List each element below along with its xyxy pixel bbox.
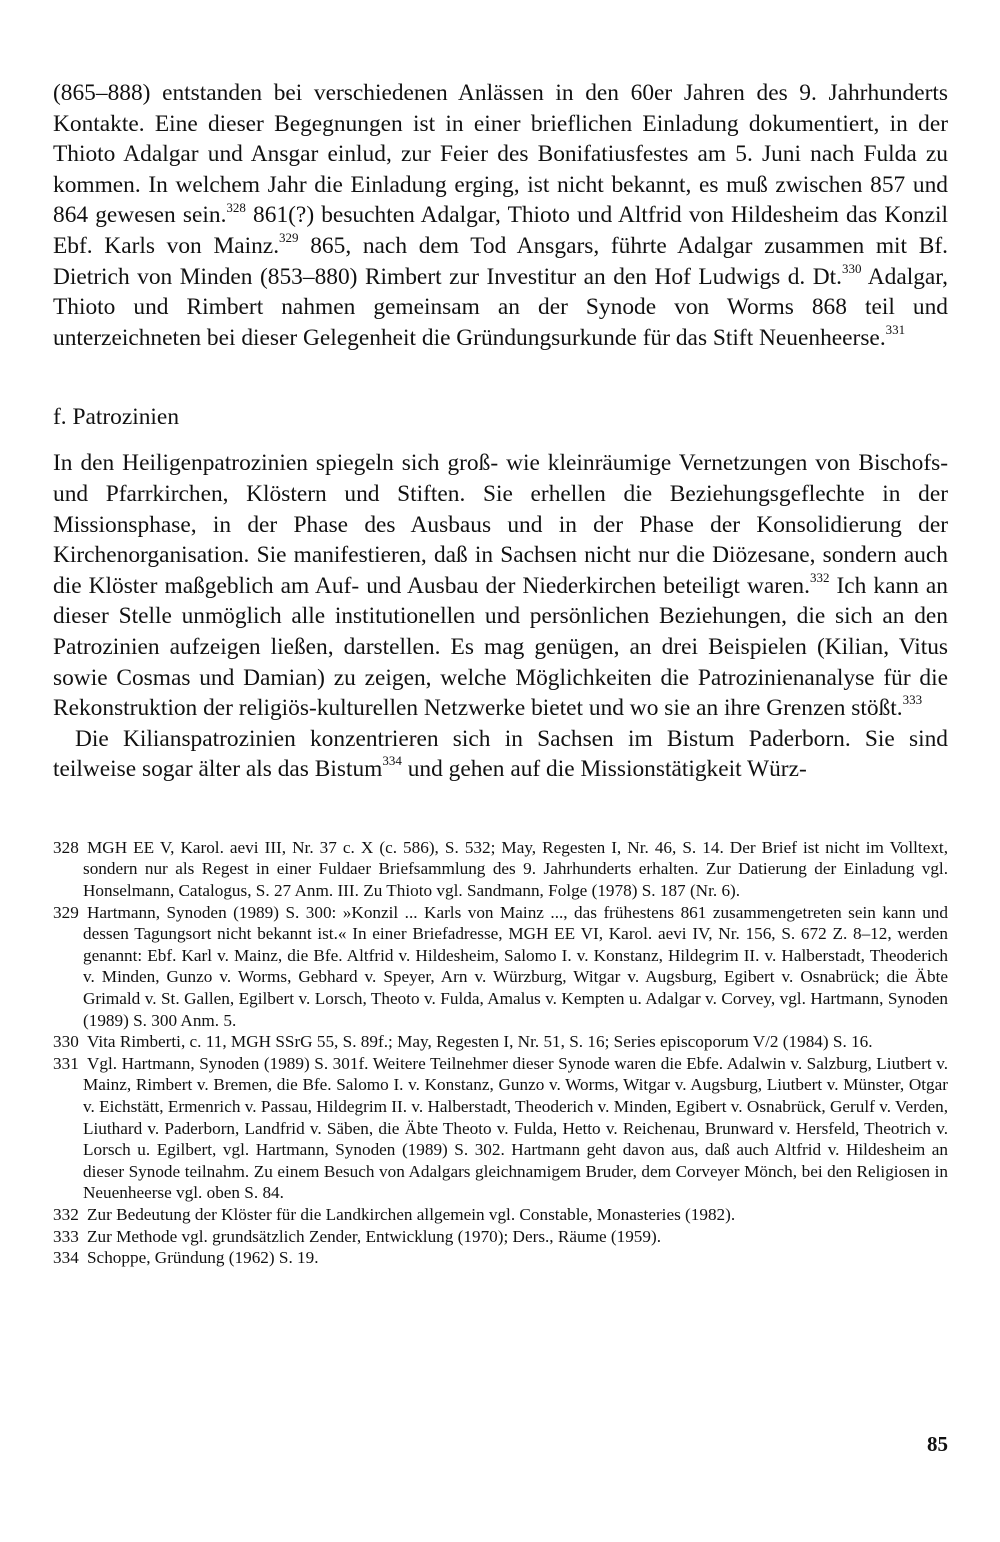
text-run: In den Heiligenpatrozinien spiegeln sich groß- wie kleinräumige Vernetzungen von Bischofs- und Pfarrkirchen, Klöstern und Stiften. Sie erhellen die Beziehungsgeflechte in der Missionsphase, in der Phase des Ausbaus und in der Phase der Konsolidierung der Kirchenorganisation. Sie manifestieren, daß in Sachsen nicht nur die Diözesane, sondern auch die Klöster maßgeblich am Auf- und Ausbau der Niederkirchen beteiligt waren. [53, 450, 948, 599]
footnote-number: 328 [53, 837, 79, 857]
footnote-ref-331[interactable]: 331 [885, 321, 906, 337]
text-run: und gehen auf die Missionstätigkeit Würz- [401, 756, 807, 783]
footnote-333 [53, 1226, 948, 1248]
footnote-text: Zur Bedeutung der Klöster für die Landkirchen allgemein vgl. Constable, Monasteries (1982). [87, 1204, 736, 1224]
footnote-text: Zur Methode vgl. grundsätzlich Zender, Entwicklung (1970); Ders., Räume (1959). [87, 1226, 661, 1246]
footnote-number: 333 [53, 1226, 79, 1246]
footnote-number: 332 [53, 1204, 79, 1224]
book-page [53, 78, 948, 1269]
paragraph-patrocinia [53, 448, 948, 723]
footnote-334 [53, 1247, 948, 1269]
text-run: 861(?) besuchten Adalgar, Thioto und Altfrid von Hildesheim das Konzil Ebf. Karls von Mainz. [53, 202, 948, 259]
footnotes-section [53, 837, 948, 1269]
text-run: Ich kann an dieser Stelle unmöglich alle institutionellen und persönlichen Beziehungen, die sich an den Patrozinien aufzeigen ließen, darstellen. Es mag genügen, an drei Beispielen (Kilian, Vitus sowie Cosmas und Damian) zu zeigen, welche Möglichkeiten die Patrozinienanalyse für die Rekonstruktion der religiös-kulturellen Netzwerke bietet und wo sie an ihre Grenzen stößt. [53, 572, 948, 722]
footnote-ref-330[interactable]: 330 [842, 260, 862, 276]
footnote-text: MGH EE V, Karol. aevi III, Nr. 37 c. X (c. 586), S. 532; May, Regesten I, Nr. 46, S. 14. Der Brief ist nicht im Volltext, sondern nur als Regest in einer Fuldaer Briefsammlung des 9. Jahrhunderts erhalten. Zur Datierung der Einladung vgl. Honselmann, Catalogus, S. 27 Anm. III. Zu Thioto vgl. Sandmann, Folge (1978) S. 187 (Nr. 6). [83, 837, 948, 901]
footnote-text: Vita Rimberti, c. 11, MGH SSrG 55, S. 89f.; May, Regesten I, Nr. 51, S. 16; Series episcoporum V/2 (1984) S. 16. [87, 1032, 873, 1052]
footnote-ref-333[interactable]: 333 [902, 692, 923, 708]
text-run: Die Kilianspatrozinien konzentrieren sich in Sachsen im Bistum Paderborn. Sie sind teilweise sogar älter als das Bistum [53, 725, 948, 783]
footnote-330 [53, 1031, 948, 1053]
paragraph-contacts [53, 78, 948, 353]
footnote-number: 334 [53, 1248, 79, 1268]
footnote-ref-334[interactable]: 334 [382, 753, 402, 769]
paragraph-kilian [53, 724, 948, 785]
footnote-329 [53, 902, 948, 1032]
footnote-ref-332[interactable]: 332 [809, 569, 830, 585]
footnote-text: Hartmann, Synoden (1989) S. 300: »Konzil ... Karls von Mainz ..., das frühestens 861 zusammengetreten sein kann und dessen Tagungsort nicht bekannt ist.« In einer Briefadresse, MGH EE VI, Karol. aevi IV, Nr. 156, S. 672 Z. 8–12, werden genannt: Ebf. Karl v. Mainz, die Bfe. Altfrid v. Hildesheim, Salomo I. v. Konstanz, Hildegrim II. v. Halberstadt, Theoderich v. Minden, Gunzo v. Worms, Gebhard v. Speyer, Arn v. Würzburg, Witgar v. Augsburg, Egibert v. Osnabrück; die Äbte Grimald v. St. Gallen, Egilbert v. Lorsch, Theoto v. Fulda, Amalus v. Kempten u. Adalgar v. Corvey, vgl. Hartmann, Synoden (1989) S. 300 Anm. 5. [83, 902, 948, 1030]
footnote-text: Vgl. Hartmann, Synoden (1989) S. 301f. Weitere Teilnehmer dieser Synode waren die Ebfe. Adalwin v. Salzburg, Liutbert v. Mainz, Rimbert v. Bremen, die Bfe. Salomo I. v. Konstanz, Gunzo v. Worms, Witgar v. Augsburg, Liutbert v. Münster, Otgar v. Eichstätt, Ermenrich v. Passau, Hildegrim II. v. Halberstadt, Theoderich v. Minden, Egibert v. Osnabrück, Gerulf v. Verden, Liuthard v. Paderborn, Landfrid v. Säben, die Äbte Theoto v. Fulda, Hetto v. Reichenau, Brunward v. Hersfeld, Theotrich v. Lorsch u. Egilbert, vgl. Hartmann, Synoden (1989) S. 302. Hartmann geht davon aus, daß auch Altfrid v. Hildesheim an dieser Synode teilnahm. Zu einem Besuch von Adalgars gleichnamigem Bruder, dem Corveyer Mönch, bei den Religiosen in Neuenheerse vgl. oben S. 84. [83, 1053, 948, 1203]
footnote-332 [53, 1204, 948, 1226]
footnote-number: 330 [53, 1032, 79, 1052]
footnote-number: 331 [53, 1053, 79, 1073]
footnote-328 [53, 837, 948, 902]
footnote-331 [53, 1053, 948, 1204]
footnote-ref-328[interactable]: 328 [226, 199, 246, 215]
text-run: (865–888) entstanden bei verschiedenen Anlässen in den 60er Jahren des 9. Jahrhunderts Kontakte. Eine dieser Begegnungen ist in einer brieflichen Einladung dokumentiert, in der Thioto Adalgar und Ansgar einlud, zur Feier des Bonifatiusfestes am 5. Juni nach Fulda zu kommen. In welchem Jahr die Einladung erging, ist nicht bekannt, es muß zwischen 857 und 864 gewesen sein. [53, 80, 948, 229]
footnote-ref-329[interactable]: 329 [279, 230, 299, 246]
section-heading: f. Patrozinien [53, 404, 180, 431]
text-run: 865, nach dem Tod Ansgars, führte Adalgar zusammen mit Bf. Dietrich von Minden (853–880) Rimbert zur Investitur an den Hof Ludwigs d. Dt. [53, 232, 948, 290]
footnote-number: 329 [53, 902, 79, 922]
text-run: Adalgar, Thioto und Rimbert nahmen gemeinsam an der Synode von Worms 868 teil und unterzeichneten bei dieser Gelegenheit die Gründungsurkunde für das Stift Neuenheerse. [53, 263, 948, 351]
page-number: 85 [927, 1432, 948, 1456]
footnote-text: Schoppe, Gründung (1962) S. 19. [87, 1248, 319, 1268]
